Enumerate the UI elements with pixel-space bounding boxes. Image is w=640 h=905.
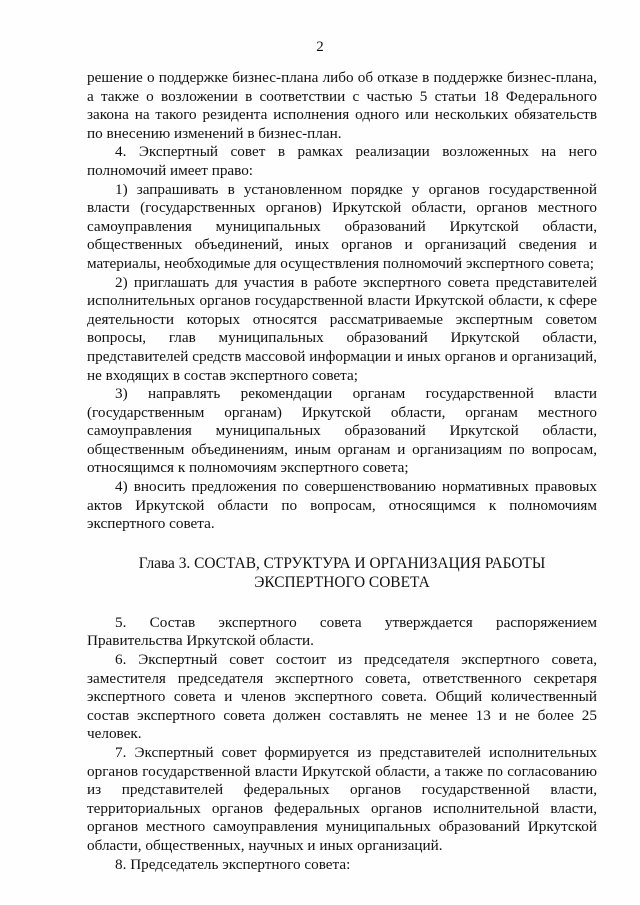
paragraph: 7. Экспертный совет формируется из представителей исполнительных органов государственной власти Иркутской области, а также по согласованию из представителей федеральных органов государственной власти, территориальных органов федеральных органов исполнительной власти, органов местного самоуправления муниципальных образований Иркутской области, общественных, научных и иных организаций.	[87, 744, 597, 854]
paragraph: 2) приглашать для участия в работе экспертного совета представителей исполнительных органов государственной власти Иркутской области, к сфере деятельности которых относятся рассматриваемые экспертным советом вопросы, глав муниципальных образований Иркутской области, представителей средств массовой информации и иных органов и организаций, не входящих в состав экспертного совета;	[87, 273, 597, 384]
paragraph: 1) запрашивать в установленном порядке у органов государственной власти (государственных органов) Иркутской области, органов местного самоуправления муниципальных образований Иркутской области, общественных объединений, иных органов и организаций сведения и материалы, необходимые для осуществления полномочий экспертного совета;	[87, 180, 597, 272]
paragraph: 5. Состав экспертного совета утверждается распоряжением Правительства Иркутской области.	[87, 613, 597, 650]
chapter-heading	[87, 554, 597, 592]
chapter-heading-line-2: ЭКСПЕРТНОГО СОВЕТА	[254, 573, 430, 591]
paragraph: 4. Экспертный совет в рамках реализации возложенных на него полномочий имеет право:	[87, 143, 597, 179]
paragraph: 4) вносить предложения по совершенствованию нормативных правовых актов Иркутской области по вопросам, относящимся к полномочиям экспертного совета.	[87, 478, 597, 533]
chapter-heading-line-1: Глава 3. СОСТАВ, СТРУКТУРА И ОРГАНИЗАЦИЯ РАБОТЫ	[138, 554, 546, 572]
paragraph: 8. Председатель экспертного совета:	[115, 855, 351, 873]
paragraph: 3) направлять рекомендации органам государственной власти (государственным органам) Иркутской области, органам местного самоуправления муниципальных образований Иркутской области, общественным объединениям, иным органам и организациям по вопросам, относящимся к полномочиям экспертного совета;	[87, 385, 597, 477]
document-body	[87, 69, 597, 874]
page-number: 2	[316, 39, 324, 55]
paragraph: решение о поддержке бизнес-плана либо об отказе в поддержке бизнес-плана, а также о возложении в соответствии с частью 5 статьи 18 Федерального закона на такого резидента исполнения одного или нескольких обязательств по внесению изменений в бизнес-план.	[87, 69, 597, 142]
paragraph: 6. Экспертный совет состоит из председателя экспертного совета, заместителя председателя экспертного совета, ответственного секретаря экспертного совета и членов экспертного совета. Общий количественный состав экспертного совета должен составлять не менее 13 и не более 25 человек.	[87, 651, 597, 743]
